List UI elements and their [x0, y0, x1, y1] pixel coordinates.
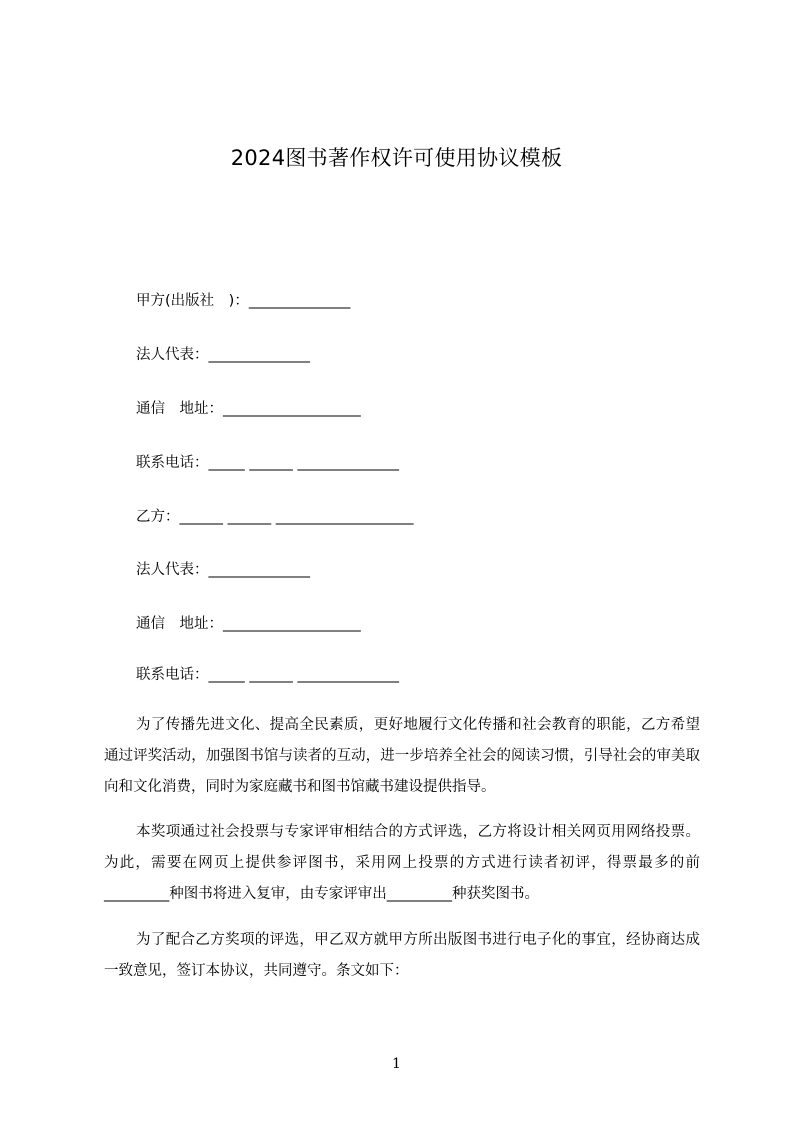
party-a-phone-field: 联系电话：_____ ______ ______________	[136, 455, 399, 471]
party-a-legal-representative-field: 法人代表：______________	[136, 347, 310, 363]
party-a-publisher-field: 甲方(出版社 )：______________	[136, 293, 351, 309]
page-number: 1	[392, 1056, 401, 1072]
paragraph-text: 为了传播先进文化、提高全民素质，更好地履行文化传播和社会教育的职能，乙方希望通过评奖活动，加强图书馆与读者的互动，进一步培养全社会的阅读习惯，引导社会的审美取向和文化消费，同时为家庭藏书和图书馆藏书建设提供指导。	[104, 717, 700, 795]
document-title: 2024图书著作权许可使用协议模板	[230, 146, 563, 170]
paragraph-text: 本奖项通过社会投票与专家评审相结合的方式评选，乙方将设计相关网页用网络投票。为此，需要在网页上提供参评图书，采用网上投票的方式进行读者初评，得票最多的前_________种图书将进入复审，由专家评审出_________种获奖图书。	[104, 824, 700, 902]
paragraph-text: 为了配合乙方奖项的评选，甲乙双方就甲方所出版图书进行电子化的事宜，经协商达成一致意见，签订本协议，共同遵守。条文如下：	[104, 932, 700, 979]
party-b-legal-representative-field: 法人代表：______________	[136, 562, 310, 578]
party-b-field: 乙方：______ ______ ___________________	[136, 509, 414, 525]
party-b-address-field: 通信 地址：___________________	[136, 616, 361, 632]
paragraph-purpose	[104, 710, 700, 803]
party-b-phone-field: 联系电话：_____ ______ ______________	[136, 667, 399, 683]
paragraph-voting	[104, 817, 700, 910]
party-a-address-field: 通信 地址：___________________	[136, 401, 361, 417]
paragraph-agreement	[104, 925, 700, 987]
